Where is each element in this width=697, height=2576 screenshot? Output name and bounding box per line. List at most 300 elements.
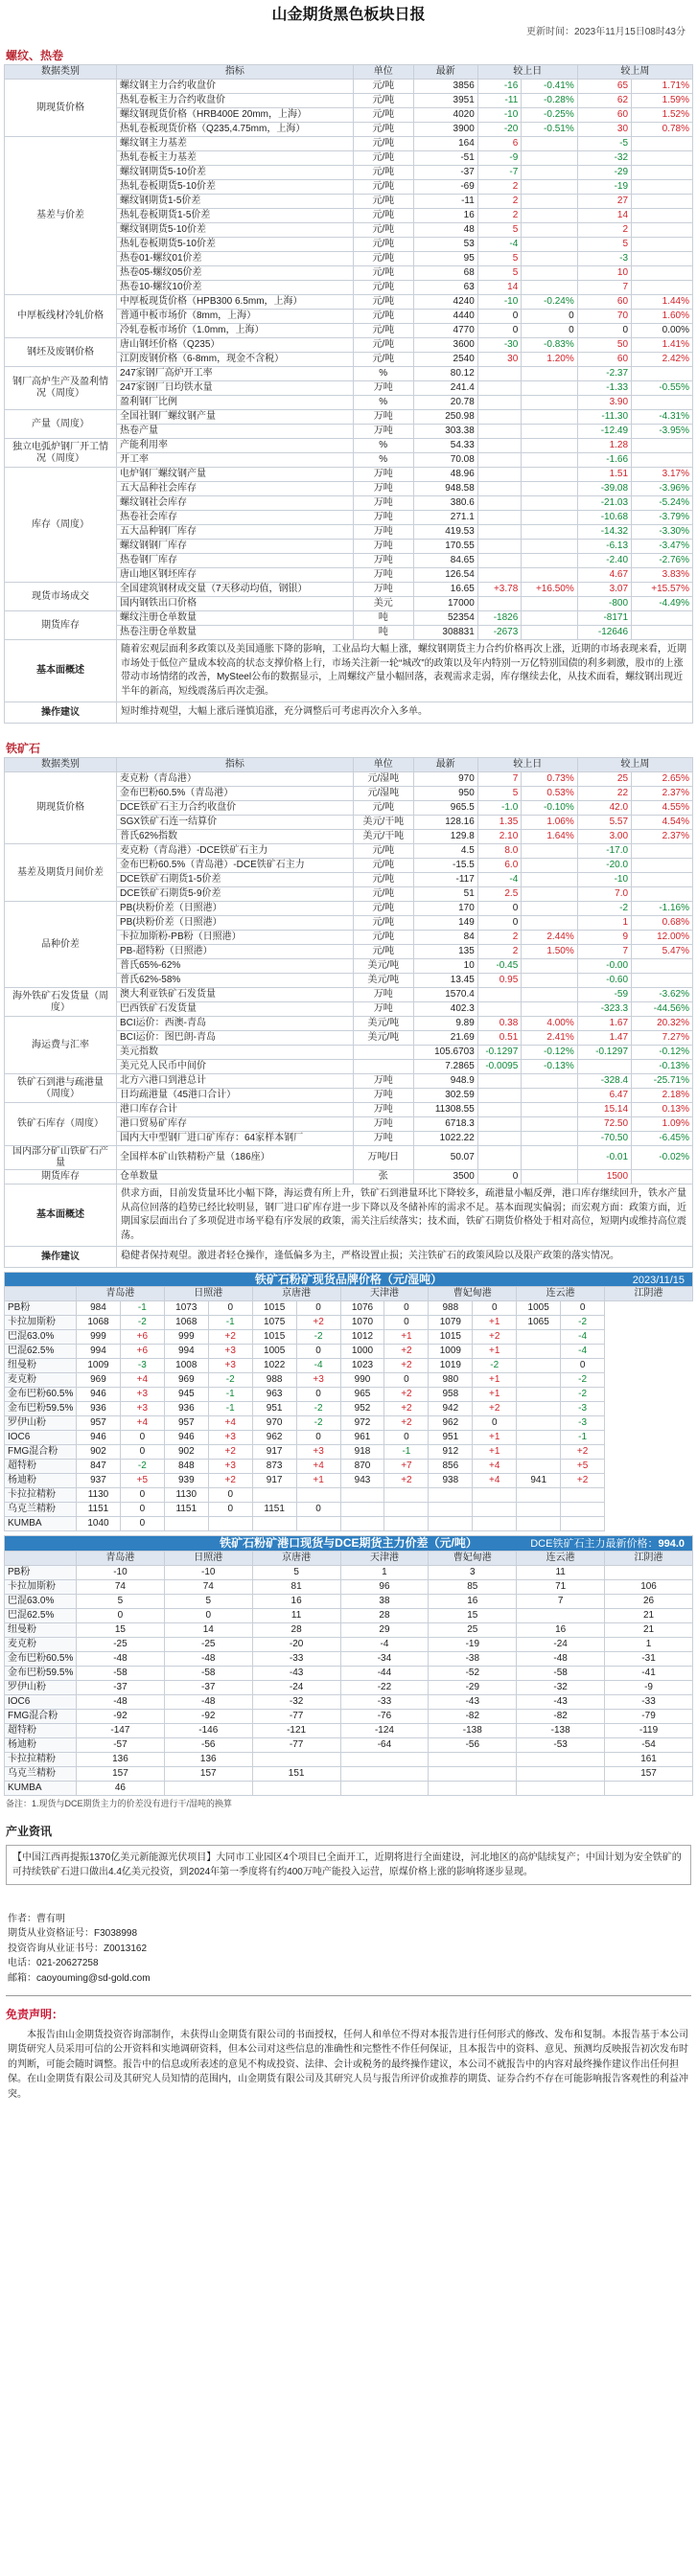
unit-cell: 元/吨	[353, 859, 413, 873]
latest-cell: 13.45	[413, 974, 477, 988]
basis-value: 28	[252, 1622, 340, 1637]
port-header: 天津港	[340, 1287, 429, 1301]
basis-value: 21	[605, 1622, 693, 1637]
day-change-cell	[477, 597, 521, 611]
unit-cell: 张	[353, 1170, 413, 1184]
day-change-cell: 0	[477, 324, 521, 338]
indicator-cell: 美元指数	[116, 1046, 353, 1060]
ore-price-table	[4, 1272, 693, 1531]
basis-value: -119	[605, 1723, 693, 1737]
day-change-cell: 0	[477, 902, 521, 916]
ore-price: 994	[77, 1345, 121, 1359]
basis-value: -124	[340, 1723, 429, 1737]
week-pct-cell: -3.47%	[632, 540, 693, 554]
day-pct-cell	[522, 425, 577, 439]
indicator-cell: 螺纹钢期货5-10价差	[116, 166, 353, 180]
basis-row	[5, 1694, 693, 1709]
ore-change: 0	[296, 1503, 340, 1517]
week-change-cell: 65	[577, 80, 631, 94]
day-pct-cell	[522, 281, 577, 295]
steel-table	[4, 64, 693, 724]
basis-value: -37	[77, 1680, 165, 1694]
week-pct-cell	[632, 281, 693, 295]
ore-row	[5, 1503, 693, 1517]
indicator-cell: 美元兑人民币中间价	[116, 1060, 353, 1074]
day-pct-cell	[522, 859, 577, 873]
latest-cell: -37	[413, 166, 477, 180]
basis-value: -38	[429, 1651, 517, 1666]
ore-price: 1070	[340, 1316, 384, 1330]
unit-cell: 万吨	[353, 425, 413, 439]
unit-cell: 元/吨	[353, 873, 413, 887]
indicator-cell: 港口库存合计	[116, 1103, 353, 1117]
basis-name: 罗伊山粉	[5, 1680, 77, 1694]
indicator-cell: PB-超特粉（日照港）	[116, 945, 353, 959]
iron-advice-row	[5, 1247, 693, 1268]
ore-change: +5	[120, 1474, 164, 1488]
unit-cell: 元/吨	[353, 137, 413, 151]
basis-value: -64	[340, 1737, 429, 1752]
indicator-cell: DCE铁矿石期货1-5价差	[116, 873, 353, 887]
week-pct-cell	[632, 137, 693, 151]
basis-value	[252, 1752, 340, 1766]
week-pct-cell	[632, 1170, 693, 1184]
unit-cell: 万吨	[353, 482, 413, 496]
latest-cell: -15.5	[413, 859, 477, 873]
indicator-cell: 电炉钢厂螺纹钢产量	[116, 468, 353, 482]
indicator-cell: 日均疏港量（45港口合计）	[116, 1089, 353, 1103]
indicator-cell: 热卷注册仓单数量	[116, 626, 353, 640]
week-change-cell: 30	[577, 123, 631, 137]
latest-cell: 3500	[413, 1170, 477, 1184]
ore-price: 984	[77, 1301, 121, 1316]
data-row	[5, 137, 693, 151]
day-pct-cell	[522, 1117, 577, 1132]
ore-change: +3	[296, 1373, 340, 1388]
day-pct-cell	[522, 195, 577, 209]
week-change-cell: -1.33	[577, 381, 631, 396]
week-change-cell: -2.37	[577, 367, 631, 381]
day-change-cell: -10	[477, 108, 521, 123]
ore-change: +2	[473, 1402, 517, 1416]
latest-cell: 11308.55	[413, 1103, 477, 1117]
ore-price: 1076	[340, 1301, 384, 1316]
indicator-cell: 热卷05-螺纹05价差	[116, 266, 353, 281]
ore-price	[517, 1503, 561, 1517]
week-pct-cell	[632, 396, 693, 410]
ore-price: 951	[252, 1402, 296, 1416]
week-change-cell: -328.4	[577, 1074, 631, 1089]
unit-cell: 吨	[353, 611, 413, 626]
ore-change: +3	[208, 1345, 252, 1359]
indicator-cell: BCI运价：西澳-青岛	[116, 1017, 353, 1031]
ore-change: +2	[384, 1388, 429, 1402]
latest-cell: 164	[413, 137, 477, 151]
ore-change: +4	[120, 1416, 164, 1431]
ore-price	[517, 1517, 561, 1531]
day-change-cell: 2	[477, 931, 521, 945]
day-change-cell	[477, 1089, 521, 1103]
ore-change	[296, 1517, 340, 1531]
week-change-cell: -3	[577, 252, 631, 266]
week-pct-cell: 4.54%	[632, 816, 693, 830]
basis-value: 157	[77, 1766, 165, 1781]
basis-value: -33	[340, 1694, 429, 1709]
indicator-cell: 金布巴粉60.5%（青岛港）-DCE铁矿石主力	[116, 859, 353, 873]
day-change-cell	[477, 425, 521, 439]
week-change-cell: -70.50	[577, 1132, 631, 1146]
col-vs-prev-week: 较上周	[577, 758, 692, 772]
basis-value: -48	[164, 1651, 252, 1666]
indicator-cell: 螺纹注册仓单数量	[116, 611, 353, 626]
author-block	[4, 1910, 693, 1989]
basis-value: 38	[340, 1594, 429, 1608]
unit-cell: 美元/吨	[353, 959, 413, 974]
ore-change: +7	[384, 1460, 429, 1474]
unit-cell: 万吨	[353, 554, 413, 568]
steel-advice-row	[5, 702, 693, 724]
week-change-cell: 4.67	[577, 568, 631, 583]
latest-cell: -11	[413, 195, 477, 209]
data-row	[5, 295, 693, 310]
ore-row	[5, 1388, 693, 1402]
category-cell: 中厚板线材冷轧价格	[5, 295, 117, 338]
week-change-cell: -5	[577, 137, 631, 151]
unit-cell: %	[353, 453, 413, 468]
unit-cell: 万吨	[353, 1103, 413, 1117]
ore-price	[517, 1460, 561, 1474]
week-pct-cell: 20.32%	[632, 1017, 693, 1031]
col-latest: 最新	[413, 65, 477, 80]
basis-name: IOC6	[5, 1694, 77, 1709]
basis-value: -19	[429, 1637, 517, 1651]
category-cell: 现货市场成交	[5, 583, 117, 611]
week-pct-cell: +15.57%	[632, 583, 693, 597]
disclaimer-title: 免责声明：	[6, 2008, 64, 2022]
latest-cell: 3900	[413, 123, 477, 137]
port-header: 连云港	[517, 1287, 605, 1301]
ore-change: 0	[473, 1301, 517, 1316]
category-cell: 海运费与汇率	[5, 1017, 117, 1074]
day-change-cell	[477, 988, 521, 1002]
unit-cell: 万吨/日	[353, 1146, 413, 1170]
basis-name: 麦克粉	[5, 1637, 77, 1651]
ore-row	[5, 1316, 693, 1330]
port-header: 日照港	[164, 1287, 252, 1301]
ore-name: PB粉	[5, 1301, 77, 1316]
week-change-cell: 60	[577, 295, 631, 310]
ore-change: -4	[296, 1359, 340, 1373]
indicator-cell: 全国社钢厂螺纹钢产量	[116, 410, 353, 425]
basis-value: 21	[605, 1608, 693, 1622]
basis-value: -37	[164, 1680, 252, 1694]
ore-price: 917	[252, 1445, 296, 1460]
day-pct-cell	[522, 844, 577, 859]
unit-cell: 万吨	[353, 1089, 413, 1103]
indicator-cell: 热卷产量	[116, 425, 353, 439]
day-change-cell	[477, 482, 521, 496]
day-pct-cell	[522, 252, 577, 266]
ore-name: 卡拉加斯粉	[5, 1316, 77, 1330]
latest-cell: 68	[413, 266, 477, 281]
basis-value: 7	[517, 1594, 605, 1608]
unit-cell: 元/吨	[353, 844, 413, 859]
day-pct-cell	[522, 873, 577, 887]
basis-value	[517, 1608, 605, 1622]
data-row	[5, 902, 693, 916]
unit-cell: 万吨	[353, 410, 413, 425]
latest-cell: 63	[413, 281, 477, 295]
basis-value: 16	[517, 1622, 605, 1637]
basis-value: -48	[77, 1694, 165, 1709]
ore-name: 巴混63.0%	[5, 1330, 77, 1345]
basis-value: 15	[77, 1622, 165, 1637]
latest-cell: 4.5	[413, 844, 477, 859]
day-change-cell: -16	[477, 80, 521, 94]
day-change-cell: 30	[477, 353, 521, 367]
category-cell: 库存（周度）	[5, 468, 117, 583]
day-pct-cell: 1.20%	[522, 353, 577, 367]
basis-value: 157	[164, 1766, 252, 1781]
day-pct-cell	[522, 554, 577, 568]
day-pct-cell	[522, 166, 577, 180]
latest-cell: 965.5	[413, 801, 477, 816]
ore-name: IOC6	[5, 1431, 77, 1445]
indicator-cell: SGX铁矿石连一结算价	[116, 816, 353, 830]
indicator-cell: BCI运价：图巴朗-青岛	[116, 1031, 353, 1046]
week-pct-cell: 0.68%	[632, 916, 693, 931]
basis-note: 备注：1.现货与DCE期货主力的价差没有进行干/湿吨的换算	[6, 1798, 233, 1808]
indicator-cell: 螺纹钢期货1-5价差	[116, 195, 353, 209]
day-pct-cell	[522, 137, 577, 151]
iron-view-text: 供求方面，目前发货量环比小幅下降，海运费有所上升，铁矿石到港量环比下降较多，疏港量小幅反弹，港口库存继续回升，铁水产量从高位回落的趋势已经比较明显，钢厂进口矿库存进一步下降以及冬储补库的需求不足。基本面现实偏弱；而宏观方面：政策方面，近期国家层面出台了多项促进市场平稳有序发展的政策，需关注后续落实；技术面，铁矿石期货价格处于相对高位，短期内或维持高位震荡。	[116, 1184, 692, 1247]
latest-cell: 970	[413, 772, 477, 787]
week-pct-cell: 2.18%	[632, 1089, 693, 1103]
basis-title: 铁矿石粉矿港口现货与DCE期货主力价差（元/吨）	[220, 1536, 477, 1551]
week-pct-cell: -0.12%	[632, 1046, 693, 1060]
ore-change: +5	[561, 1460, 605, 1474]
day-pct-cell: 0.73%	[522, 772, 577, 787]
day-pct-cell	[522, 1074, 577, 1089]
ore-price: 941	[517, 1474, 561, 1488]
day-pct-cell	[522, 1002, 577, 1017]
indicator-cell: 热轧卷板主力基差	[116, 151, 353, 166]
week-change-cell: 1.67	[577, 1017, 631, 1031]
basis-value: 81	[252, 1579, 340, 1594]
author-cert: 期货从业资格证号：F3038998	[8, 1928, 138, 1940]
day-pct-cell: 2.41%	[522, 1031, 577, 1046]
basis-value: -56	[429, 1737, 517, 1752]
indicator-cell: 澳大利亚铁矿石发货量	[116, 988, 353, 1002]
ore-change: +2	[296, 1316, 340, 1330]
col-unit: 单位	[353, 65, 413, 80]
week-change-cell: -17.0	[577, 844, 631, 859]
day-pct-cell: 0.53%	[522, 787, 577, 801]
category-cell: 期货库存	[5, 611, 117, 640]
category-cell: 品种价差	[5, 902, 117, 988]
ore-price: 1151	[164, 1503, 208, 1517]
ore-price: 936	[164, 1402, 208, 1416]
day-pct-cell	[522, 525, 577, 540]
ore-price	[340, 1488, 384, 1503]
day-pct-cell: -0.10%	[522, 801, 577, 816]
basis-value: 85	[429, 1579, 517, 1594]
data-row	[5, 1017, 693, 1031]
basis-value: -48	[77, 1651, 165, 1666]
day-pct-cell	[522, 1132, 577, 1146]
ore-change: 0	[120, 1517, 164, 1531]
basis-value: -82	[429, 1709, 517, 1723]
ore-price: 1065	[517, 1316, 561, 1330]
basis-row	[5, 1622, 693, 1637]
ore-change	[473, 1517, 517, 1531]
ore-change: 0	[473, 1416, 517, 1431]
data-row	[5, 1074, 693, 1089]
port-header: 京唐港	[252, 1551, 340, 1565]
report-title: 山金期货黑色板块日报	[271, 7, 426, 23]
col-category: 数据类别	[5, 65, 117, 80]
ore-price	[517, 1416, 561, 1431]
week-change-cell: 10	[577, 266, 631, 281]
week-change-cell: 14	[577, 209, 631, 223]
basis-value: 16	[429, 1594, 517, 1608]
ore-price-date: 2023/11/15	[632, 1274, 685, 1286]
week-pct-cell: 1.60%	[632, 310, 693, 324]
basis-value: 26	[605, 1594, 693, 1608]
basis-value: -10	[77, 1565, 165, 1579]
basis-name: 杨迪粉	[5, 1737, 77, 1752]
col-latest: 最新	[413, 758, 477, 772]
day-change-cell	[477, 381, 521, 396]
week-change-cell: 1.28	[577, 439, 631, 453]
category-cell: 铁矿石库存（周度）	[5, 1103, 117, 1146]
ore-price: 972	[340, 1416, 384, 1431]
week-pct-cell	[632, 195, 693, 209]
dce-main-price	[530, 1538, 685, 1551]
ore-price: 999	[77, 1330, 121, 1345]
ore-change	[296, 1488, 340, 1503]
latest-cell: 419.53	[413, 525, 477, 540]
basis-value: -25	[164, 1637, 252, 1651]
day-change-cell	[477, 439, 521, 453]
ore-change: 0	[296, 1388, 340, 1402]
ore-price: 873	[252, 1460, 296, 1474]
week-pct-cell: -6.45%	[632, 1132, 693, 1146]
day-pct-cell	[522, 367, 577, 381]
category-cell: 期现货价格	[5, 80, 117, 137]
week-pct-cell: 2.42%	[632, 353, 693, 367]
ore-change: 0	[384, 1301, 429, 1316]
week-change-cell: 70	[577, 310, 631, 324]
day-change-cell: 6	[477, 137, 521, 151]
week-pct-cell	[632, 266, 693, 281]
day-pct-cell	[522, 482, 577, 496]
indicator-cell: 唐山地区钢坯库存	[116, 568, 353, 583]
week-pct-cell: 2.37%	[632, 830, 693, 844]
unit-cell: 元/吨	[353, 108, 413, 123]
day-change-cell: -2673	[477, 626, 521, 640]
unit-cell: 万吨	[353, 568, 413, 583]
basis-value: -48	[164, 1694, 252, 1709]
latest-cell: 3951	[413, 94, 477, 108]
indicator-cell: 普氏65%-62%	[116, 959, 353, 974]
unit-cell: 万吨	[353, 496, 413, 511]
day-pct-cell	[522, 597, 577, 611]
basis-value: 96	[340, 1579, 429, 1594]
ore-price: 902	[77, 1445, 121, 1460]
basis-name: 金布巴粉60.5%	[5, 1651, 77, 1666]
category-cell: 国内部分矿山铁矿石产量	[5, 1146, 117, 1170]
basis-value	[429, 1781, 517, 1795]
indicator-cell: 普氏62%-58%	[116, 974, 353, 988]
indicator-cell: 螺纹钢钢厂库存	[116, 540, 353, 554]
week-pct-cell: 5.47%	[632, 945, 693, 959]
unit-cell: 元/吨	[353, 281, 413, 295]
day-pct-cell	[522, 381, 577, 396]
ore-change: -2	[561, 1316, 605, 1330]
day-change-cell: 2.5	[477, 887, 521, 902]
ore-change: -1	[208, 1316, 252, 1330]
day-pct-cell	[522, 453, 577, 468]
ore-row	[5, 1488, 693, 1503]
ore-row	[5, 1359, 693, 1373]
week-change-cell: 7.0	[577, 887, 631, 902]
unit-cell: 元/吨	[353, 353, 413, 367]
week-pct-cell: 1.41%	[632, 338, 693, 353]
ore-row	[5, 1416, 693, 1431]
ore-change: +4	[208, 1416, 252, 1431]
ore-change: +2	[384, 1402, 429, 1416]
ore-price: 946	[164, 1431, 208, 1445]
basis-table	[4, 1535, 693, 1795]
day-change-cell: 0.51	[477, 1031, 521, 1046]
basis-value: -58	[517, 1666, 605, 1680]
basis-value	[340, 1766, 429, 1781]
week-change-cell: 5.57	[577, 816, 631, 830]
basis-value: 3	[429, 1565, 517, 1579]
author-phone: 电话：021-20627258	[8, 1958, 99, 1969]
ore-name: 超特粉	[5, 1460, 77, 1474]
ore-change	[561, 1488, 605, 1503]
port-header: 青岛港	[77, 1551, 165, 1565]
latest-cell: 70.08	[413, 453, 477, 468]
indicator-cell: 热卷社会库存	[116, 511, 353, 525]
ore-price: 988	[252, 1373, 296, 1388]
unit-cell: 元/吨	[353, 902, 413, 916]
week-pct-cell: 1.59%	[632, 94, 693, 108]
port-header: 天津港	[340, 1551, 429, 1565]
indicator-cell: DCE铁矿石主力合约收盘价	[116, 801, 353, 816]
basis-value: -92	[77, 1709, 165, 1723]
ore-change: -4	[561, 1330, 605, 1345]
basis-value: -4	[340, 1637, 429, 1651]
ore-change	[384, 1503, 429, 1517]
day-change-cell: 5	[477, 266, 521, 281]
data-row	[5, 844, 693, 859]
basis-value: 14	[164, 1622, 252, 1637]
category-cell: 基差及期货月间价差	[5, 844, 117, 902]
latest-cell: 16	[413, 209, 477, 223]
advice-label: 操作建议	[5, 702, 117, 724]
ore-price: 1023	[340, 1359, 384, 1373]
port-header: 青岛港	[77, 1287, 165, 1301]
day-change-cell: 2	[477, 195, 521, 209]
day-change-cell	[477, 367, 521, 381]
day-change-cell: -7	[477, 166, 521, 180]
basis-value: -24	[252, 1680, 340, 1694]
ore-price: 1079	[429, 1316, 473, 1330]
week-pct-cell	[632, 166, 693, 180]
